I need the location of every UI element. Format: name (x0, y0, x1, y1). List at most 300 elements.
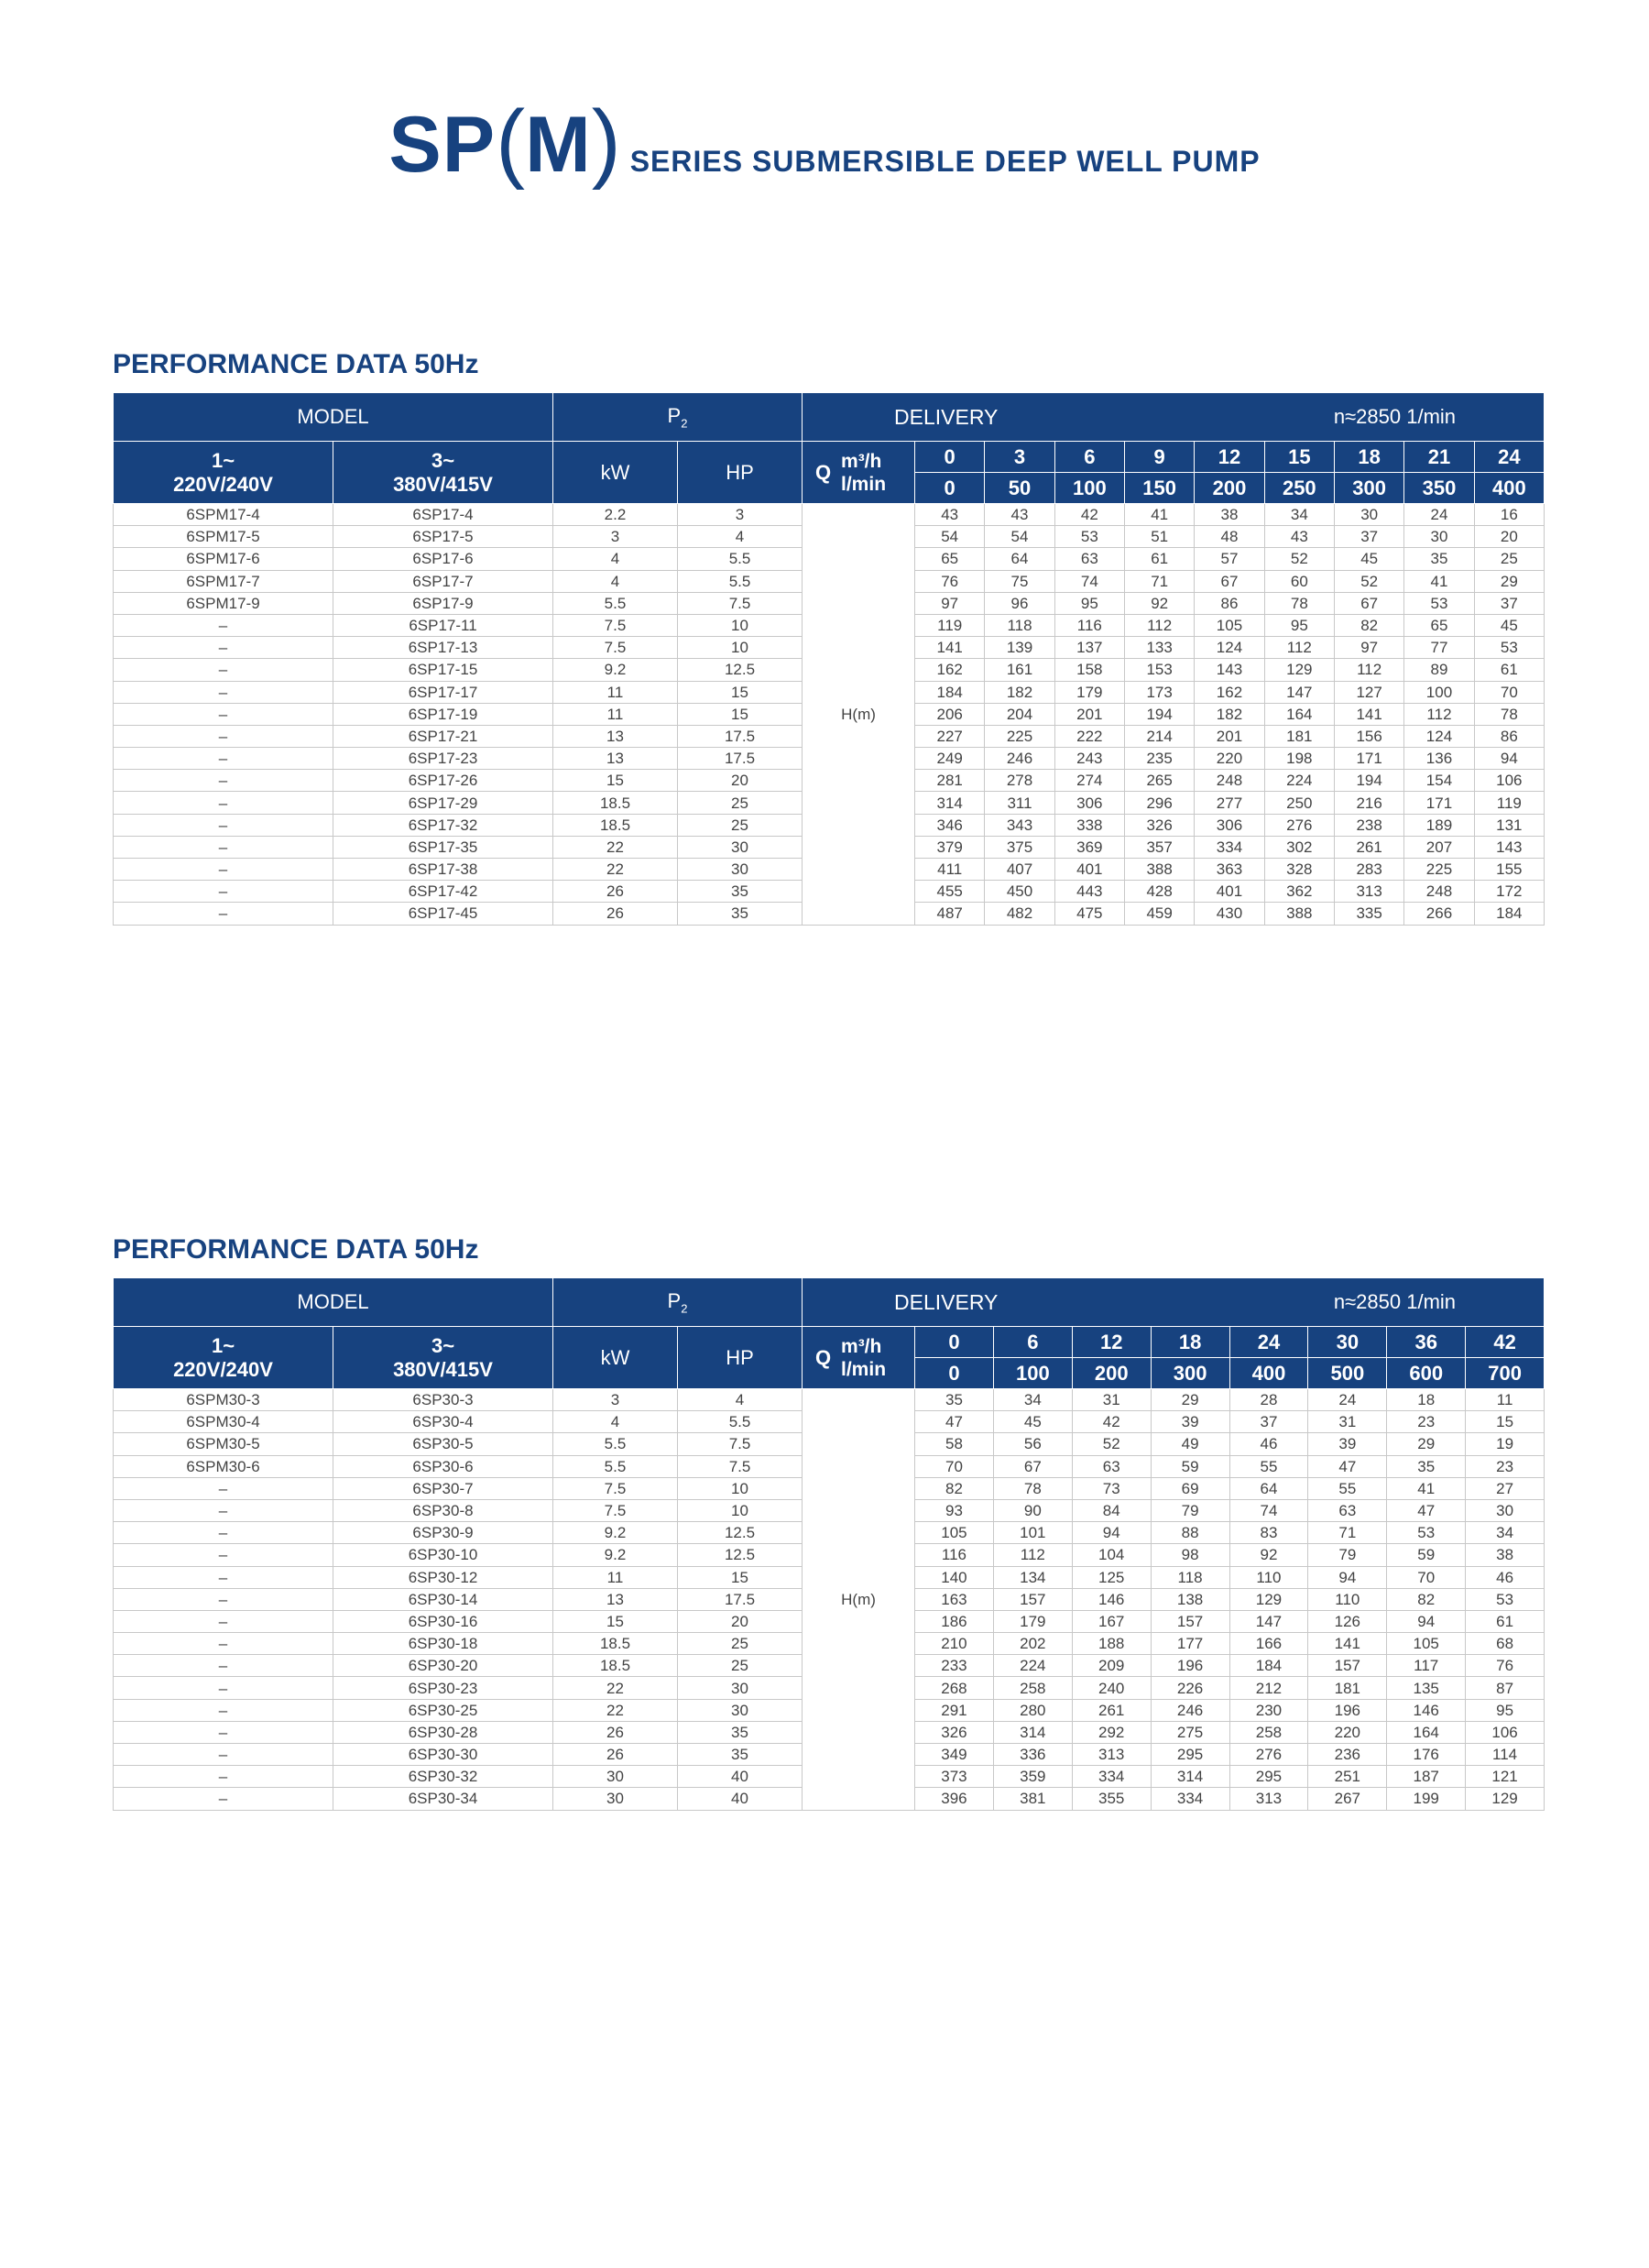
head-value: 184 (915, 681, 985, 703)
head-value: 76 (1466, 1655, 1545, 1677)
unit-m3h: m³/h (841, 450, 882, 472)
head-value: 336 (993, 1744, 1072, 1766)
power-kw: 26 (553, 1744, 678, 1766)
power-kw: 7.5 (553, 637, 678, 659)
head-value: 311 (985, 792, 1054, 814)
three-phase-model: 6SP30-14 (333, 1588, 553, 1610)
power-hp: 30 (678, 1677, 803, 1699)
head-value: 388 (1125, 859, 1195, 881)
single-phase-model: 6SPM17-9 (114, 592, 333, 614)
flow-m3h-value: 30 (1308, 1327, 1387, 1358)
head-value: 328 (1264, 859, 1334, 881)
head-value: 24 (1404, 504, 1474, 526)
power-hp: 20 (678, 770, 803, 792)
single-phase-model: – (114, 1633, 333, 1655)
head-value: 184 (1229, 1655, 1308, 1677)
title-open-paren: ( (496, 93, 526, 191)
flow-lmin-value: 400 (1229, 1358, 1308, 1389)
three-phase-model: 6SP30-12 (333, 1566, 553, 1588)
power-hp: 25 (678, 792, 803, 814)
power-kw: 3 (553, 526, 678, 548)
head-value: 161 (985, 659, 1054, 681)
head-value: 94 (1072, 1522, 1151, 1544)
single-phase-model: 6SPM17-7 (114, 570, 333, 592)
power-kw: 4 (553, 548, 678, 570)
head-value: 23 (1387, 1411, 1466, 1433)
head-value: 18 (1387, 1389, 1466, 1411)
head-value: 248 (1404, 881, 1474, 903)
head-value: 157 (1308, 1655, 1387, 1677)
three-phase-model: 6SP17-45 (333, 903, 553, 925)
head-value: 164 (1264, 703, 1334, 725)
head-value: 220 (1195, 748, 1264, 770)
head-value: 212 (1229, 1677, 1308, 1699)
three-phase-header (333, 442, 553, 504)
head-value: 173 (1125, 681, 1195, 703)
head-value: 162 (915, 659, 985, 681)
power-kw: 5.5 (553, 1433, 678, 1455)
head-value: 343 (985, 814, 1054, 836)
head-value: 65 (1404, 614, 1474, 636)
head-value: 251 (1308, 1766, 1387, 1788)
head-value: 401 (1195, 881, 1264, 903)
head-value: 265 (1125, 770, 1195, 792)
head-value: 70 (1387, 1566, 1466, 1588)
three-phase-model: 6SP30-30 (333, 1744, 553, 1766)
head-value: 224 (993, 1655, 1072, 1677)
power-hp: 40 (678, 1766, 803, 1788)
power-hp: 12.5 (678, 659, 803, 681)
head-value: 67 (1195, 570, 1264, 592)
power-hp: 10 (678, 637, 803, 659)
head-value: 16 (1474, 504, 1544, 526)
flow-m3h-value: 24 (1474, 442, 1544, 473)
head-value: 43 (985, 504, 1054, 526)
head-value: 47 (1308, 1455, 1387, 1477)
head-value: 45 (1474, 614, 1544, 636)
title-close-paren: ) (591, 93, 621, 191)
head-value: 106 (1474, 770, 1544, 792)
head-value: 63 (1308, 1499, 1387, 1521)
head-value: 155 (1474, 859, 1544, 881)
three-phase-model: 6SP17-17 (333, 681, 553, 703)
head-value: 141 (915, 637, 985, 659)
head-value: 176 (1387, 1744, 1466, 1766)
power-hp: 17.5 (678, 725, 803, 747)
head-value: 346 (915, 814, 985, 836)
head-value: 248 (1195, 770, 1264, 792)
head-value: 201 (1054, 703, 1124, 725)
head-value: 135 (1387, 1677, 1466, 1699)
head-value: 154 (1404, 770, 1474, 792)
head-value: 306 (1054, 792, 1124, 814)
head-value: 181 (1308, 1677, 1387, 1699)
head-value: 226 (1151, 1677, 1229, 1699)
head-value: 31 (1072, 1389, 1151, 1411)
three-phase-model: 6SP17-23 (333, 748, 553, 770)
head-value: 53 (1466, 1588, 1545, 1610)
head-value: 225 (1404, 859, 1474, 881)
head-value: 235 (1125, 748, 1195, 770)
three-phase-model: 6SP30-6 (333, 1455, 553, 1477)
q-unit-header (803, 442, 915, 504)
three-phase-model: 6SP17-5 (333, 526, 553, 548)
head-value: 129 (1466, 1788, 1545, 1810)
head-value: 171 (1404, 792, 1474, 814)
head-value: 89 (1404, 659, 1474, 681)
three-phase-voltage: 380V/415V (393, 1357, 493, 1381)
head-value: 53 (1474, 637, 1544, 659)
head-value: 291 (915, 1699, 994, 1721)
head-value: 43 (1264, 526, 1334, 548)
single-phase-model: – (114, 836, 333, 858)
head-value: 76 (915, 570, 985, 592)
power-hp: 35 (678, 1721, 803, 1743)
head-value: 95 (1264, 614, 1334, 636)
head-value: 177 (1151, 1633, 1229, 1655)
flow-m3h-value: 0 (915, 1327, 994, 1358)
head-value: 67 (1334, 592, 1403, 614)
power-hp: 30 (678, 836, 803, 858)
power-kw: 9.2 (553, 1522, 678, 1544)
head-value: 71 (1308, 1522, 1387, 1544)
flow-lmin-value: 600 (1387, 1358, 1466, 1389)
head-value: 28 (1229, 1389, 1308, 1411)
flow-lmin-value: 50 (985, 473, 1054, 504)
head-value: 198 (1264, 748, 1334, 770)
head-value: 92 (1125, 592, 1195, 614)
head-value: 61 (1466, 1610, 1545, 1632)
single-phase-model: – (114, 1655, 333, 1677)
head-value: 147 (1229, 1610, 1308, 1632)
three-phase-model: 6SP30-32 (333, 1766, 553, 1788)
section-heading: PERFORMANCE DATA 50Hz (113, 349, 479, 379)
head-value: 209 (1072, 1655, 1151, 1677)
head-value: 87 (1466, 1677, 1545, 1699)
head-value: 153 (1125, 659, 1195, 681)
flow-lmin-value: 400 (1474, 473, 1544, 504)
head-value: 96 (985, 592, 1054, 614)
head-value: 38 (1466, 1544, 1545, 1566)
unit-lmin: l/min (841, 473, 887, 495)
head-value: 375 (985, 836, 1054, 858)
power-hp: 35 (678, 1744, 803, 1766)
head-value: 124 (1195, 637, 1264, 659)
power-kw: 4 (553, 1411, 678, 1433)
head-value: 349 (915, 1744, 994, 1766)
q-label: Q (815, 1345, 832, 1369)
single-phase-symbol: 1~ (211, 1333, 235, 1357)
single-phase-model: – (114, 659, 333, 681)
single-phase-header (114, 1327, 333, 1389)
head-value: 428 (1125, 881, 1195, 903)
single-phase-model: – (114, 703, 333, 725)
head-value: 45 (993, 1411, 1072, 1433)
flow-m3h-value: 18 (1334, 442, 1403, 473)
head-value: 19 (1466, 1433, 1545, 1455)
head-value: 69 (1151, 1477, 1229, 1499)
power-hp: 17.5 (678, 748, 803, 770)
head-value: 295 (1151, 1744, 1229, 1766)
delivery-header (803, 1278, 1545, 1327)
head-value: 261 (1072, 1699, 1151, 1721)
head-value: 296 (1125, 792, 1195, 814)
single-phase-model: – (114, 1677, 333, 1699)
power-kw: 2.2 (553, 504, 678, 526)
head-value: 68 (1466, 1633, 1545, 1655)
head-value: 266 (1404, 903, 1474, 925)
head-value: 95 (1466, 1699, 1545, 1721)
head-value: 267 (1308, 1788, 1387, 1810)
single-phase-model: – (114, 748, 333, 770)
power-kw: 5.5 (553, 592, 678, 614)
head-value: 30 (1404, 526, 1474, 548)
head-value: 63 (1072, 1455, 1151, 1477)
kw-header: kW (553, 1327, 678, 1389)
head-value: 112 (1125, 614, 1195, 636)
head-value: 70 (1474, 681, 1544, 703)
head-value: 45 (1334, 548, 1403, 570)
three-phase-model: 6SP17-42 (333, 881, 553, 903)
p2-label: P (667, 1288, 682, 1312)
head-value: 355 (1072, 1788, 1151, 1810)
head-value: 53 (1387, 1522, 1466, 1544)
three-phase-model: 6SP30-7 (333, 1477, 553, 1499)
head-value: 143 (1195, 659, 1264, 681)
head-value: 65 (915, 548, 985, 570)
head-value: 373 (915, 1766, 994, 1788)
head-value: 162 (1195, 681, 1264, 703)
head-value: 59 (1151, 1455, 1229, 1477)
three-phase-model: 6SP30-34 (333, 1788, 553, 1810)
head-value: 78 (1474, 703, 1544, 725)
head-value: 158 (1054, 659, 1124, 681)
single-phase-model: – (114, 1566, 333, 1588)
three-phase-model: 6SP17-21 (333, 725, 553, 747)
performance-section-17 (113, 346, 1544, 926)
head-value: 127 (1334, 681, 1403, 703)
head-value: 112 (1404, 703, 1474, 725)
head-value: 55 (1229, 1455, 1308, 1477)
power-kw: 11 (553, 1566, 678, 1588)
single-phase-model: – (114, 792, 333, 814)
power-kw: 15 (553, 770, 678, 792)
head-value: 56 (993, 1433, 1072, 1455)
head-value: 280 (993, 1699, 1072, 1721)
three-phase-model: 6SP30-20 (333, 1655, 553, 1677)
head-value: 210 (915, 1633, 994, 1655)
head-value: 78 (993, 1477, 1072, 1499)
three-phase-model: 6SP30-5 (333, 1433, 553, 1455)
head-value: 216 (1334, 792, 1403, 814)
flow-lmin-value: 200 (1072, 1358, 1151, 1389)
power-hp: 15 (678, 1566, 803, 1588)
head-value: 110 (1308, 1588, 1387, 1610)
power-hp: 15 (678, 681, 803, 703)
head-value: 227 (915, 725, 985, 747)
head-value: 55 (1308, 1477, 1387, 1499)
head-value: 29 (1151, 1389, 1229, 1411)
q-label: Q (815, 460, 832, 484)
head-value: 182 (985, 681, 1054, 703)
head-value: 125 (1072, 1566, 1151, 1588)
head-value: 61 (1474, 659, 1544, 681)
head-value: 29 (1387, 1433, 1466, 1455)
head-value: 475 (1054, 903, 1124, 925)
p2-header (553, 393, 803, 442)
head-value: 38 (1195, 504, 1264, 526)
three-phase-model: 6SP17-29 (333, 792, 553, 814)
power-kw: 22 (553, 1699, 678, 1721)
power-kw: 11 (553, 681, 678, 703)
head-value: 112 (993, 1544, 1072, 1566)
head-value: 430 (1195, 903, 1264, 925)
head-value: 334 (1151, 1788, 1229, 1810)
power-hp: 25 (678, 1655, 803, 1677)
flow-m3h-value: 42 (1466, 1327, 1545, 1358)
single-phase-model: – (114, 1610, 333, 1632)
head-value: 157 (993, 1588, 1072, 1610)
head-value: 119 (1474, 792, 1544, 814)
flow-m3h-value: 12 (1195, 442, 1264, 473)
head-value: 258 (993, 1677, 1072, 1699)
head-value: 201 (1195, 725, 1264, 747)
head-value: 295 (1229, 1766, 1308, 1788)
head-value: 94 (1308, 1566, 1387, 1588)
head-value: 118 (1151, 1566, 1229, 1588)
power-hp: 17.5 (678, 1588, 803, 1610)
single-phase-model: – (114, 859, 333, 881)
head-value: 27 (1466, 1477, 1545, 1499)
p2-subscript: 2 (681, 416, 688, 431)
head-value: 46 (1229, 1433, 1308, 1455)
power-kw: 13 (553, 725, 678, 747)
head-value: 302 (1264, 836, 1334, 858)
head-value: 171 (1334, 748, 1403, 770)
single-phase-model: – (114, 1766, 333, 1788)
head-value: 487 (915, 903, 985, 925)
power-kw: 18.5 (553, 814, 678, 836)
head-value: 182 (1195, 703, 1264, 725)
head-value: 388 (1264, 903, 1334, 925)
head-value: 75 (985, 570, 1054, 592)
head-value: 105 (1387, 1633, 1466, 1655)
head-value: 73 (1072, 1477, 1151, 1499)
head-value: 233 (915, 1655, 994, 1677)
three-phase-model: 6SP30-25 (333, 1699, 553, 1721)
speed-label: n≈2850 1/min (1333, 405, 1457, 428)
head-value: 189 (1404, 814, 1474, 836)
head-value: 54 (985, 526, 1054, 548)
head-value: 30 (1334, 504, 1403, 526)
three-phase-model: 6SP30-16 (333, 1610, 553, 1632)
head-value: 117 (1387, 1655, 1466, 1677)
head-value: 63 (1054, 548, 1124, 570)
head-value: 450 (985, 881, 1054, 903)
three-phase-model: 6SP17-35 (333, 836, 553, 858)
head-value: 396 (915, 1788, 994, 1810)
power-hp: 12.5 (678, 1522, 803, 1544)
head-value: 101 (993, 1522, 1072, 1544)
head-value: 146 (1387, 1699, 1466, 1721)
title-subtitle: SERIES SUBMERSIBLE DEEP WELL PUMP (629, 145, 1261, 178)
flow-m3h-value: 9 (1125, 442, 1195, 473)
flow-lmin-value: 150 (1125, 473, 1195, 504)
flow-lmin-value: 0 (915, 1358, 994, 1389)
power-hp: 10 (678, 1477, 803, 1499)
head-value: 126 (1308, 1610, 1387, 1632)
speed-label: n≈2850 1/min (1333, 1290, 1457, 1313)
head-value: 112 (1264, 637, 1334, 659)
flow-m3h-value: 3 (985, 442, 1054, 473)
head-value: 23 (1466, 1455, 1545, 1477)
head-value: 202 (993, 1633, 1072, 1655)
head-value: 94 (1387, 1610, 1466, 1632)
head-value: 97 (915, 592, 985, 614)
head-value: 138 (1151, 1588, 1229, 1610)
head-value: 84 (1072, 1499, 1151, 1521)
head-value: 53 (1054, 526, 1124, 548)
head-value: 100 (1404, 681, 1474, 703)
head-value: 104 (1072, 1544, 1151, 1566)
head-value: 37 (1334, 526, 1403, 548)
head-value: 34 (1264, 504, 1334, 526)
head-value: 121 (1466, 1766, 1545, 1788)
head-value: 407 (985, 859, 1054, 881)
head-value: 82 (915, 1477, 994, 1499)
three-phase-model: 6SP17-6 (333, 548, 553, 570)
power-hp: 7.5 (678, 1433, 803, 1455)
three-phase-model: 6SP30-18 (333, 1633, 553, 1655)
head-value: 194 (1334, 770, 1403, 792)
head-value: 207 (1404, 836, 1474, 858)
power-hp: 35 (678, 881, 803, 903)
head-value: 276 (1264, 814, 1334, 836)
power-hp: 30 (678, 859, 803, 881)
head-value: 116 (1054, 614, 1124, 636)
flow-lmin-value: 300 (1334, 473, 1403, 504)
head-value: 39 (1151, 1411, 1229, 1433)
head-value: 129 (1264, 659, 1334, 681)
head-value: 83 (1229, 1522, 1308, 1544)
power-hp: 25 (678, 1633, 803, 1655)
delivery-label: DELIVERY (894, 1290, 999, 1314)
hp-header: HP (678, 1327, 803, 1389)
flow-lmin-value: 500 (1308, 1358, 1387, 1389)
head-value: 225 (985, 725, 1054, 747)
head-value: 71 (1125, 570, 1195, 592)
head-value: 77 (1404, 637, 1474, 659)
head-value: 314 (1151, 1766, 1229, 1788)
power-kw: 15 (553, 1610, 678, 1632)
head-value: 82 (1334, 614, 1403, 636)
head-value: 369 (1054, 836, 1124, 858)
head-value: 53 (1404, 592, 1474, 614)
head-value: 39 (1308, 1433, 1387, 1455)
head-value: 147 (1264, 681, 1334, 703)
flow-lmin-value: 350 (1404, 473, 1474, 504)
head-value: 141 (1308, 1633, 1387, 1655)
head-value: 278 (985, 770, 1054, 792)
title-series: SP (388, 101, 497, 189)
power-hp: 4 (678, 1389, 803, 1411)
head-value: 314 (993, 1721, 1072, 1743)
power-hp: 5.5 (678, 1411, 803, 1433)
head-value: 196 (1308, 1699, 1387, 1721)
head-value: 49 (1151, 1433, 1229, 1455)
power-kw: 13 (553, 748, 678, 770)
head-value: 52 (1334, 570, 1403, 592)
